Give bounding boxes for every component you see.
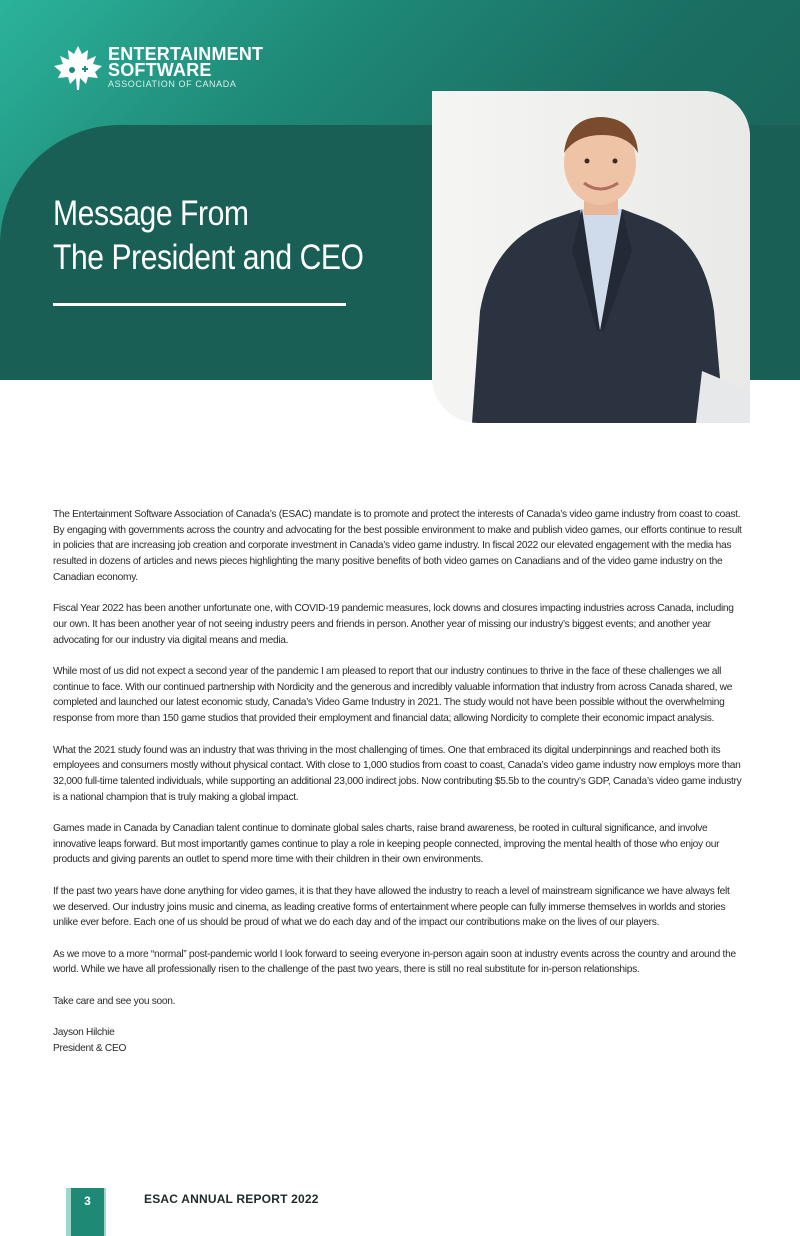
signature-name: Jayson Hilchie: [53, 1027, 115, 1039]
maple-leaf-controller-icon: [52, 44, 104, 92]
page-title-line1: Message From: [53, 194, 249, 233]
page-title: [53, 192, 364, 280]
signature-block: [53, 1025, 743, 1056]
message-body: [53, 507, 743, 1056]
page-number: 3: [71, 1188, 104, 1236]
signature-title: President & CEO: [53, 1042, 127, 1054]
paragraph: As we move to a more “normal” post-pandemic world I look forward to seeing everyone in-person again soon at industry events across the country and around the world. While we have all professionally risen to the challenge of the past two years, there is still no real substitute for in-person relationships.: [53, 948, 736, 976]
paragraph: Games made in Canada by Canadian talent continue to dominate global sales charts, raise brand awareness, be rooted in cultural significance, and involve innovative leaps forward. But most importantly games continue to play a role in keeping people connected, improving the mental health of those who enjoy our products and giving parents an outlet to spend more time with their children in their own environments.: [53, 823, 720, 866]
logo-line-entertainment: ENTERTAINMENT: [108, 44, 264, 64]
ceo-portrait: [432, 91, 750, 423]
title-underline: [53, 303, 346, 306]
paragraph: Fiscal Year 2022 has been another unfortunate one, with COVID-19 pandemic measures, lock downs and closures impacting industries across Canada, including our own. It has been another year of not seeing industry peers and friends in person. Another year of missing our industry’s biggest events; and another year advocating for our industry via digital means and media.: [53, 603, 734, 646]
paragraph: While most of us did not expect a second year of the pandemic I am pleased to report that our industry continues to thrive in the face of these challenges we all continue to face. With our continued partnership with Nordicity and the generous and incredibly valuable information that industry from across Canada shared, we completed and launched our latest economic study, Canada’s Video Game Industry in 2021. The study would not have been possible without the overwhelming response from more than 150 game studios that provided their employment and financial data; allowing Nordicity to complete their economic impact analysis.: [53, 666, 733, 725]
paragraph: The Entertainment Software Association of Canada’s (ESAC) mandate is to promote and protect the interests of Canada’s video game industry from coast to coast. By engaging with governments across the country and advocating for the best possible environment to make and publish video games, our efforts continue to result in policies that are increasing job creation and corporate investment in Canada’s video game industry. In fiscal 2022 our elevated engagement with the media has resulted in dozens of articles and news pieces highlighting the many positive benefits of both video games on Canadians and of the video game industry on the Canadian economy.: [53, 509, 742, 583]
logo-line-software: SOFTWARE: [108, 60, 212, 80]
paragraph: What the 2021 study found was an industry that was thriving in the most challenging of times. One that embraced its digital underpinnings and reached both its employees and consumers mostly without physical contact. With close to 1,000 studios from coast to coast, Canada’s video game industry now employs more than 32,000 full-time talented individuals, while supporting an additional 23,000 indirect jobs. Now contributing $5.5b to the country’s GDP, Canada’s video game industry is a national champion that is truly making a global impact.: [53, 744, 742, 803]
footer-report-label: ESAC ANNUAL REPORT 2022: [144, 1192, 319, 1206]
paragraph: If the past two years have done anything for video games, it is that they have allowed the industry to reach a level of mainstream significance we have always felt we deserved. Our industry joins music and cinema, as leading creative forms of entertainment where people can fully immerse themselves in worlds and stories unlike ever before. Each one of us should be proud of what we do each day and of the impact our contributions make on the lives of our players.: [53, 885, 730, 929]
esac-logo: [52, 44, 263, 92]
page-title-line2: The President and CEO: [53, 238, 364, 277]
paragraph: Take care and see you soon.: [53, 995, 176, 1007]
logo-line-association: ASSOCIATION OF CANADA: [108, 79, 237, 89]
logo-wordmark: [108, 46, 263, 90]
ceo-portrait-illustration: [432, 91, 750, 423]
